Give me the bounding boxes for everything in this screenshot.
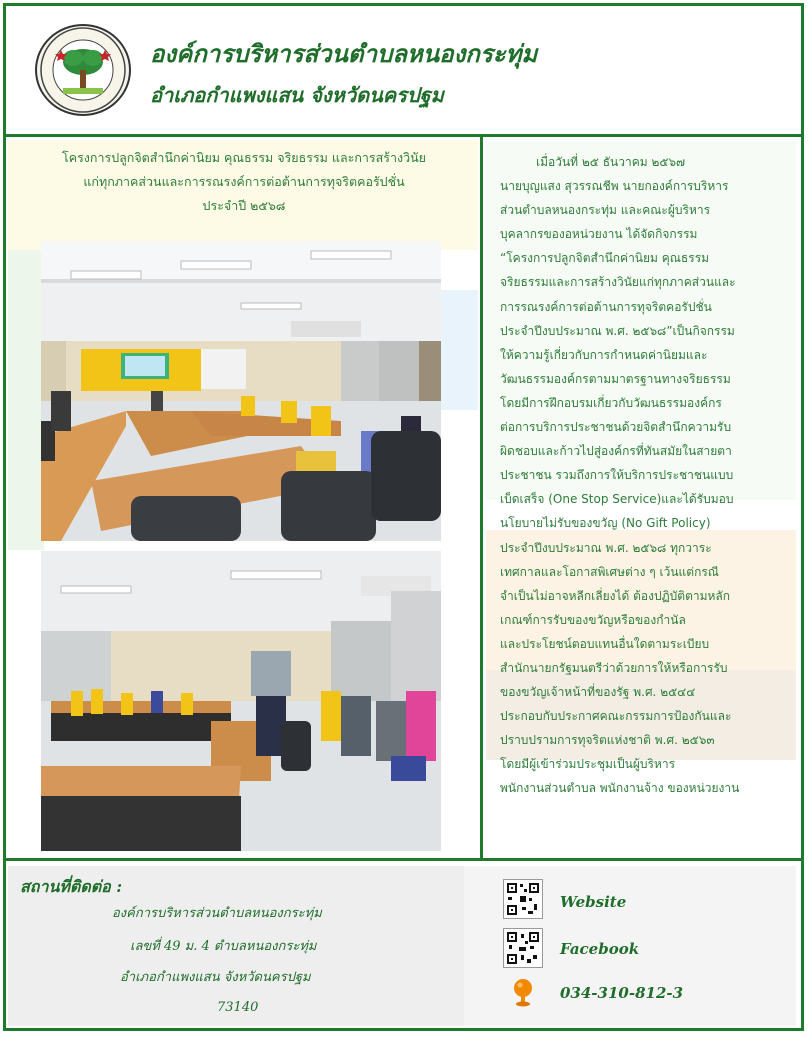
- project-title-line: โครงการปลูกจิตสำนึกค่านิยม คุณธรรม จริยธรรม และการสร้างวินัย: [62, 150, 426, 165]
- meeting-photo-2: [41, 551, 441, 851]
- story-line: ประจำปีงบประมาณ พ.ศ. ๒๕๖๘ ทุกวาระ: [500, 540, 712, 555]
- address-line: เลขที่ 49 ม. 4 ตำบลหนองกระทุ่ม: [130, 939, 317, 954]
- postcode: 73140: [217, 1000, 259, 1015]
- project-title: [14, 146, 474, 218]
- story-line: จริยธรรมและการสร้างวินัยแก่ทุกภาคส่วนและ: [500, 275, 736, 290]
- story-line: ให้ความรู้เกี่ยวกับการกำหนดค่านิยมและ: [500, 347, 708, 362]
- header-divider: [6, 134, 801, 137]
- story-line: ส่วนตำบลหนองกระทุ่ม และคณะผู้บริหาร: [500, 203, 711, 218]
- story-line: จำเป็นไม่อาจหลีกเลี่ยงได้ ต้องปฏิบัติตามหลัก: [500, 588, 731, 603]
- contact-title: สถานที่ติดต่อ :: [20, 877, 123, 896]
- story-line: เบ็ดเสร็จ (One Stop Service)และได้รับมอบ: [500, 492, 734, 507]
- story-line: พนักงานส่วนตำบล พนักงานจ้าง ของหน่วยงาน: [500, 781, 740, 796]
- story-line: โดยมีผู้เข้าร่วมประชุมเป็นผู้บริหาร: [500, 757, 676, 772]
- website-link[interactable]: Website: [560, 893, 627, 911]
- organization-title: องค์การบริหารส่วนตำบลหนองกระทุ่ม: [150, 39, 538, 68]
- facebook-link[interactable]: Facebook: [560, 940, 640, 958]
- tint-green-left: [8, 250, 44, 550]
- location-pin-icon: [511, 978, 535, 1008]
- story-line: เกณฑ์การรับของขวัญหรือของกำนัล: [500, 612, 686, 627]
- story-line: การรณรงค์การต่อต้านการทุจริตคอรัปชั่น: [500, 299, 712, 314]
- story-line: เทศกาลและโอกาสพิเศษต่าง ๆ เว้นแต่กรณี: [500, 564, 719, 579]
- story-line: “โครงการปลูกจิตสำนึกค่านิยม คุณธรรม: [500, 251, 710, 266]
- story-line: ผิดชอบและก้าวไปสู่องค์กรที่ทันสมัยในสายตา: [500, 444, 732, 459]
- story-line: ประจำปีงบประมาณ พ.ศ. ๒๕๖๘”เป็นกิจกรรม: [500, 323, 735, 338]
- column-divider: [480, 136, 483, 860]
- address-line: อำเภอกำแพงแสน จังหวัดนครปฐม: [120, 970, 311, 985]
- story-line: นโยบายไม่รับของขวัญ (No Gift Policy): [500, 516, 711, 531]
- project-title-line: ประจำปี ๒๕๖๘: [202, 198, 286, 213]
- address-line: องค์การบริหารส่วนตำบลหนองกระทุ่ม: [112, 906, 322, 921]
- phone-number[interactable]: 034-310-812-3: [560, 984, 684, 1002]
- story-line: ประชาชน รวมถึงการให้บริการประชาชนแบบ: [500, 468, 734, 483]
- meeting-photo-1: [41, 241, 441, 541]
- project-title-line: แก่ทุกภาคส่วนและการรณรงค์การต่อต้านการทุจริตคอรัปชั่น: [83, 174, 405, 189]
- story-line: บุคลากรของอหน่วยงาน ได้จัดกิจกรรม: [500, 227, 698, 242]
- story-line: และประโยชน์ตอบแทนอื่นใดตามระเบียบ: [500, 636, 710, 651]
- story-line: เมื่อวันที่ ๒๕ ธันวาคม ๒๕๖๗: [536, 155, 686, 169]
- story-line: สำนักนายกรัฐมนตรีว่าด้วยการให้หรือการรับ: [500, 660, 728, 675]
- tint-blue: [440, 290, 478, 410]
- story-line: ประกอบกับประกาศคณะกรรมการป้องกันและ: [500, 709, 732, 724]
- footer-divider: [6, 858, 801, 861]
- organization-seal-logo: [35, 24, 131, 116]
- story-line: วัฒนธรรมองค์กรตามมาตรฐานทางจริยธรรม: [500, 371, 731, 386]
- organization-subtitle: อำเภอกำแพงแสน จังหวัดนครปฐม: [150, 83, 444, 107]
- story-line: โดยมีการฝึกอบรมเกี่ยวกับวัฒนธรรมองค์กร: [500, 395, 722, 410]
- news-story: [500, 150, 796, 801]
- facebook-qr-icon[interactable]: [503, 928, 543, 968]
- story-line: นายบุญแสง สุวรรณชีพ นายกองค์การบริหาร: [500, 179, 729, 194]
- story-line: ต่อการบริการประชาชนด้วยจิตสำนึกความรับ: [500, 420, 732, 435]
- story-line: ของขวัญเจ้าหน้าที่ของรัฐ พ.ศ. ๒๕๔๔: [500, 685, 696, 700]
- story-line: ปราบปรามการทุจริตแห่งชาติ พ.ศ. ๒๕๖๓: [500, 733, 715, 748]
- website-qr-icon[interactable]: [503, 879, 543, 919]
